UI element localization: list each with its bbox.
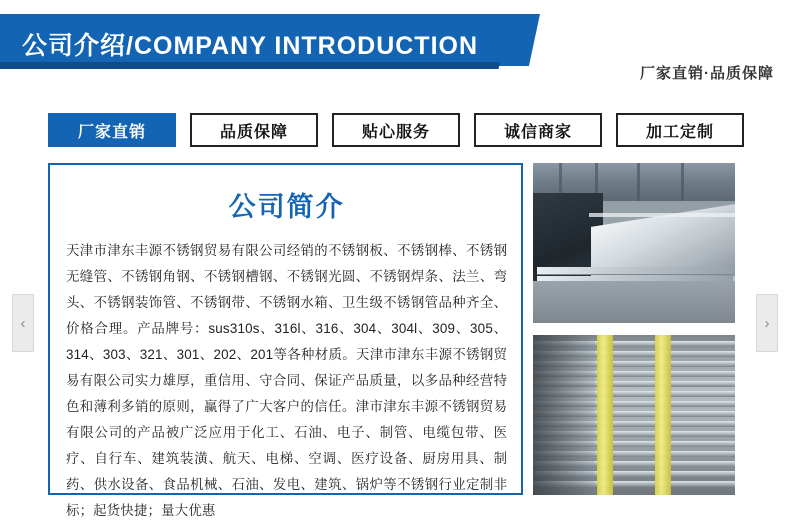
header-band-shadow-shape: [0, 62, 500, 69]
company-text-panel: [48, 163, 523, 518]
tag-quality-guarantee[interactable]: 品质保障: [190, 113, 318, 147]
photo-column: [533, 163, 742, 495]
carousel-next-arrow-icon[interactable]: ›: [756, 294, 778, 352]
tag-factory-direct[interactable]: 厂家直销: [48, 113, 176, 147]
page-title: 公司介绍/COMPANY INTRODUCTION: [22, 32, 479, 60]
header-subtitle: 厂家直销·品质保障: [640, 65, 774, 82]
yellow-strap: [597, 335, 613, 495]
feature-tag-row: [48, 113, 744, 147]
plate-edge-highlight: [589, 213, 735, 217]
company-introduction-section: [48, 163, 742, 518]
page-header: [0, 0, 790, 92]
workshop-floor: [533, 281, 735, 323]
roof-beam: [681, 163, 684, 201]
panel-body-text: 天津市津东丰源不锈钢贸易有限公司经销的不锈钢板、不锈钢棒、不锈钢无缝管、不锈钢角钢、不锈钢槽钢、不锈钢光圆、不锈钢焊条、法兰、弯头、不锈钢装饰管、不锈钢带、不锈钢水箱、卫生级不锈钢管品种齐全、价格合理。产品牌号：sus310s、316l、316、304、304l、309、305、314、303、321、301、202、201等各种材质。天津市津东丰源不锈钢贸易有限公司实力雄厚，重信用、守合同、保证产品质量，以多品种经营特色和薄利多销的原则，赢得了广大客户的信任。津市津东丰源不锈钢贸易有限公司的产品被广泛应用于化工、石油、电子、制管、电缆包带、医疗、自行车、建筑装潢、航天、电梯、空调、医疗设备、厨房用具、制药、供水设备、食品机械、石油、发电、建筑、锅炉等不锈钢行业定制非标；起货快捷；量大优惠: [66, 243, 508, 518]
tag-thoughtful-service[interactable]: 贴心服务: [332, 113, 460, 147]
panel-title: 公司简介: [228, 192, 345, 222]
steel-slab: [537, 267, 733, 274]
roof-beam: [637, 163, 640, 201]
tag-honest-merchant[interactable]: 诚信商家: [474, 113, 602, 147]
bar-end-faces: [533, 335, 595, 495]
stainless-steel-plates-photo: [533, 163, 735, 323]
carousel-prev-arrow-icon[interactable]: ‹: [12, 294, 34, 352]
tag-custom-processing[interactable]: 加工定制: [616, 113, 744, 147]
stainless-steel-bars-photo: [533, 335, 735, 495]
yellow-strap: [655, 335, 671, 495]
